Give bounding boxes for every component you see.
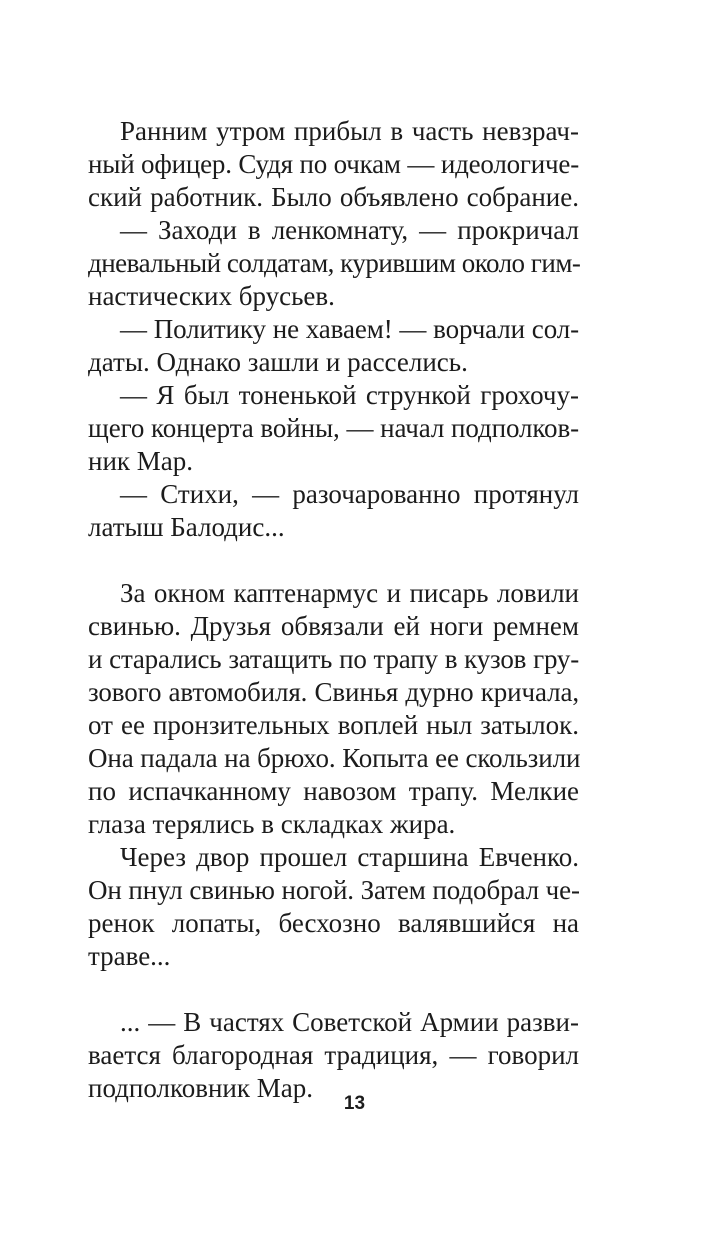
text-line: глаза терялись в складках жира.: [88, 809, 456, 839]
text-line: — Я был тоненькой стрункой грохочу-: [120, 380, 579, 410]
text-line: траве...: [88, 941, 171, 971]
text-line: ренок лопаты, бесхозно валявшийся на: [88, 908, 579, 938]
text-line: — Политику не хаваем! — ворчали сол-: [120, 314, 579, 344]
text-line: вается благородная традиция, — говорил: [88, 1040, 579, 1070]
text-line: настических брусьев.: [88, 281, 335, 311]
text-line: латыш Балодис...: [88, 512, 285, 542]
text-line: от ее пронзительных воплей ныл затылок.: [88, 710, 579, 740]
text-line: Он пнул свинью ногой. Затем подобрал че-: [88, 875, 580, 905]
text-line: ... — В частях Советской Армии разви-: [120, 1007, 579, 1037]
text-line: ный офицер. Судя по очкам — идеологиче-: [88, 149, 579, 179]
text-line: подполковник Мар.: [88, 1073, 313, 1103]
page-number: 13: [343, 1093, 366, 1114]
text-line: щего концерта войны, — начал подполков-: [88, 413, 579, 443]
text-line: по испачканному навозом трапу. Мелкие: [88, 776, 579, 806]
text-line: Через двор прошел старшина Евченко.: [120, 842, 579, 872]
text-line: — Стихи, — разочарованно протянул: [120, 479, 579, 509]
text-line: и старались затащить по трапу в кузов гру-: [88, 644, 579, 674]
text-line: Она падала на брюхо. Копыта ее скользили: [88, 743, 581, 773]
text-line: свинью. Друзья обвязали ей ноги ремнем: [88, 611, 579, 641]
text-line: ник Мар.: [88, 446, 194, 476]
text-line: дневальный солдатам, курившим около гим-: [88, 248, 581, 278]
text-line: даты. Однако зашли и расселись.: [88, 347, 468, 377]
text-line: — Заходи в ленкомнату, — прокричал: [120, 215, 579, 245]
text-line: Ранним утром прибыл в часть невзрач-: [120, 116, 579, 146]
text-line: зового автомобиля. Свинья дурно кричала,: [88, 677, 579, 707]
text-line: За окном каптенармус и писарь ловили: [120, 578, 579, 608]
text-line: ский работник. Было объявлено собрание.: [88, 182, 579, 212]
